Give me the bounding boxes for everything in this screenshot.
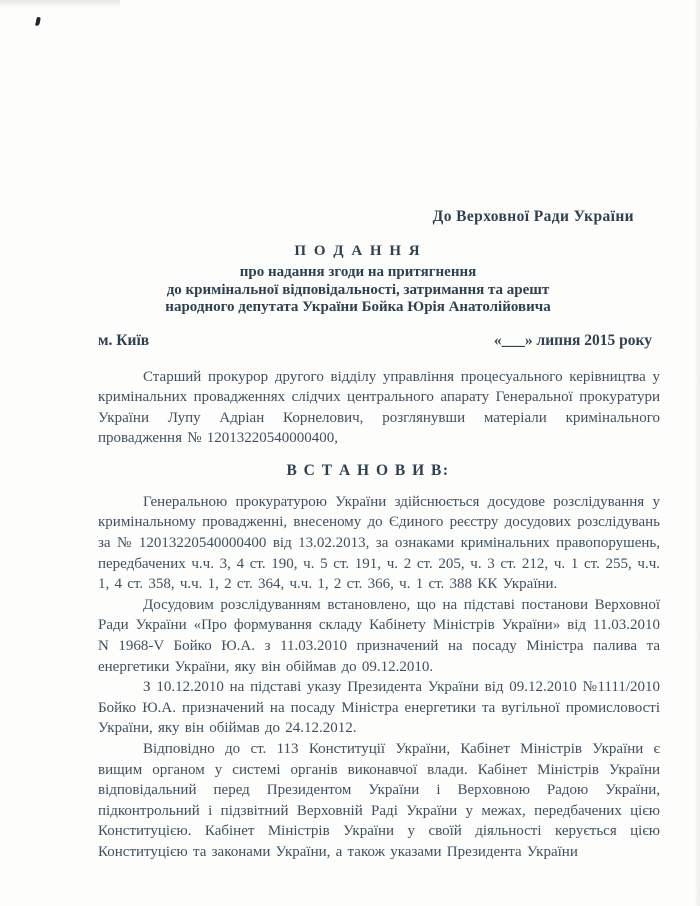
- paragraph-appointment-energy-minister: З 10.12.2010 на підставі указу Президента України від 09.12.2010 №1111/2010 Бойко Ю.А. призначений на посаду Міністра енергетики та вугільної промисловості України, яку він обіймав до 24.12.2012.: [98, 679, 660, 737]
- place-label: м. Київ: [98, 331, 150, 349]
- place-date-row: [98, 332, 660, 350]
- scan-artifact-top-edge: [0, 0, 120, 7]
- scan-artifact-right-edge: [694, 0, 700, 906]
- document-heading-block: [98, 243, 618, 317]
- paragraph-constitution-article-113: Відповідно до ст. 113 Конституції України, Кабінет Міністрів України є вищим органом у системі органів виконавчої влади. Кабінет Міністрів України відповідальний перед Президентом України і Верховною Радою України, підконтрольний і підзвітний Верховній Раді України у межах, передбачених цією Конституцією. Кабінет Міністрів України у своїй діяльності керується цією Конституцією та законами України, а також указами Президента України: [98, 741, 660, 860]
- paragraph-investigation: Генеральною прокуратурою України здійснюється досудове розслідування у кримінальному провадженні, внесеному до Єдиного реєстру досудових розслідувань за № 12013220540000400 від 13.02.2013, за ознаками кримінальних правопорушень, передбачених ч.ч. 3, 4 ст. 190, ч. 5 ст. 191, ч. 2 ст. 205, ч. 3 ст. 212, ч. 1 ст. 255, ч.ч. 1, 4 ст. 358, ч.ч. 1, 2 ст. 364, ч.ч. 1, 2 ст. 366, ч. 1 ст. 388 КК України.: [98, 493, 660, 593]
- document-subtitle-line-2: до кримінальної відповідальності, затримання та арешт: [166, 281, 550, 298]
- document-title: П О Д А Н Н Я: [294, 243, 422, 259]
- addressee-line: До Верховної Ради України: [432, 208, 634, 225]
- ink-mark: [35, 17, 41, 27]
- finding-heading: В С Т А Н О В И В:: [286, 461, 450, 479]
- paragraph-appointment-fuel-minister: Досудовим розслідуванням встановлено, що на підставі постанови Верховної Ради України «Про формування складу Кабінету Міністрів України» від 11.03.2010 N 1968-V Бойко Ю.А. з 11.03.2010 призначений на посаду Міністра палива та енергетики України, яку він обіймав до 09.12.2010.: [98, 596, 660, 675]
- document-subtitle-line-1: про надання згоди на притягнення: [239, 264, 477, 280]
- document-content: [98, 208, 660, 863]
- document-subtitle-line-3: народного депутата України Бойка Юрія Анатолійовича: [165, 299, 551, 315]
- intro-paragraph: Старший прокурор другого відділу управління процесуального керівництва у кримінальних провадженнях слідчих центрального апарату Генеральної прокуратури України Лупу Адріан Корнелович, розглянувши матеріали кримінального провадження № 12013220540000400,: [98, 368, 660, 447]
- date-label: «___» липня 2015 року: [493, 331, 652, 349]
